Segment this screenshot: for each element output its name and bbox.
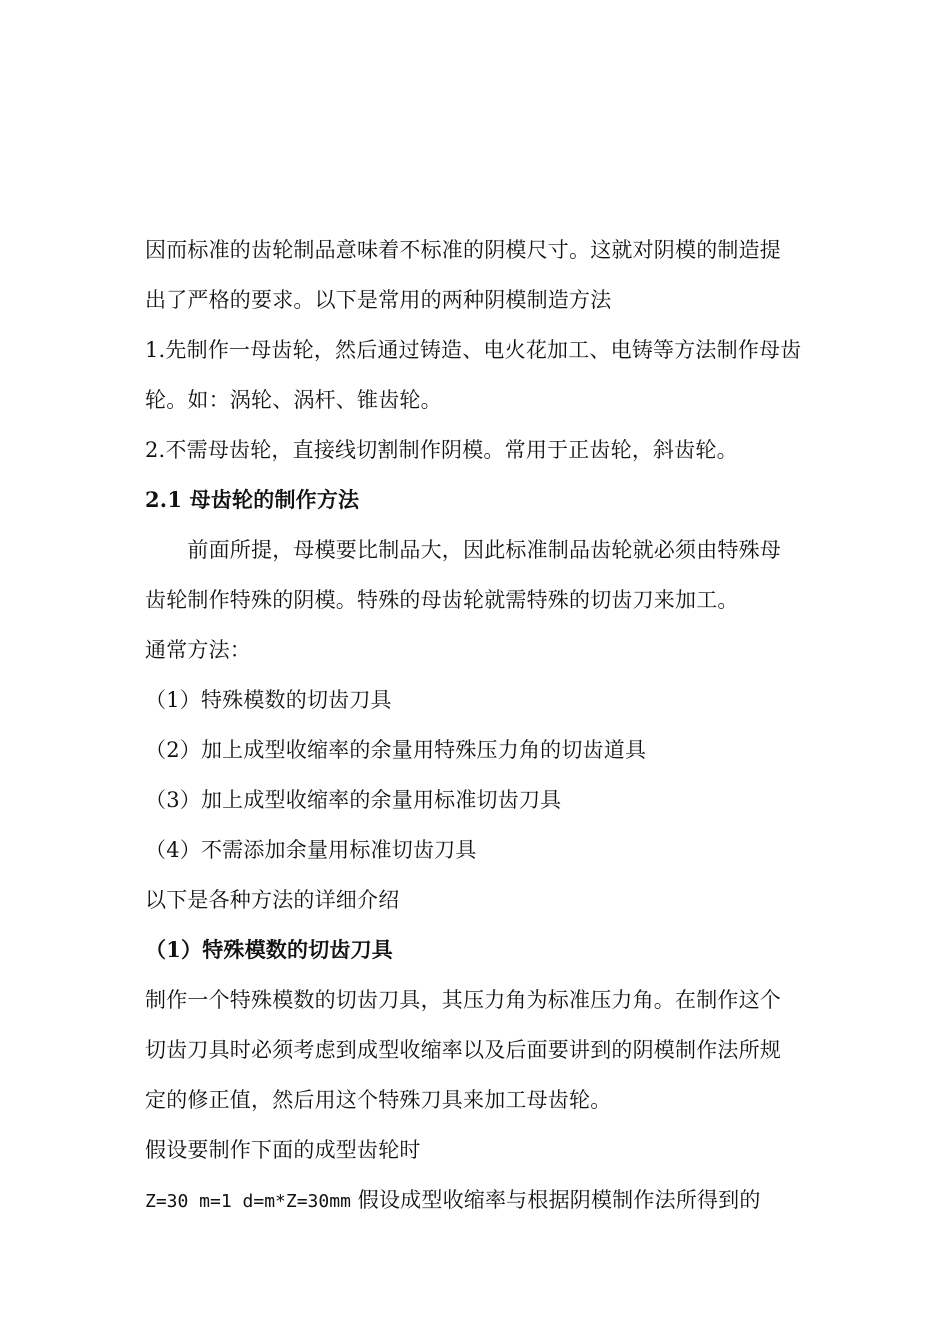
paragraph-line: 切齿刀具时必须考虑到成型收缩率以及后面要讲到的阴模制作法所规 [145,1038,781,1062]
list-item-2: 2.不需母齿轮，直接线切割制作阴模。常用于正齿轮，斜齿轮。 [145,438,738,462]
paragraph-line: 制作一个特殊模数的切齿刀具，其压力角为标准压力角。在制作这个 [145,988,781,1012]
method-item: （3）加上成型收缩率的余量用标准切齿刀具 [145,788,562,812]
paragraph-line: 出了严格的要求。以下是常用的两种阴模制造方法 [145,288,612,312]
method-item: （4）不需添加余量用标准切齿刀具 [145,838,477,862]
gear-formula: Z=30 m=1 d=m*Z=30mm [145,1191,351,1212]
method-item: （2）加上成型收缩率的余量用特殊压力角的切齿道具 [145,738,647,762]
paragraph-line: 以下是各种方法的详细介绍 [145,888,400,912]
formula-line [145,1186,845,1216]
paragraph-line: 假设要制作下面的成型齿轮时 [145,1138,421,1162]
paragraph-line: 齿轮制作特殊的阴模。特殊的母齿轮就需特殊的切齿刀来加工。 [145,588,739,612]
paragraph-line: 因而标准的齿轮制品意味着不标准的阴模尺寸。这就对阴模的制造提 [145,238,781,262]
section-heading: 2.1 母齿轮的制作方法 [145,487,360,512]
paragraph-line: 通常方法： [145,638,251,662]
list-item-1: 1.先制作一母齿轮，然后通过铸造、电火花加工、电铸等方法制作母齿 [145,338,802,362]
paragraph-line: 前面所提，母模要比制品大，因此标准制品齿轮就必须由特殊母 [145,538,781,562]
subsection-heading: （1）特殊模数的切齿刀具 [145,937,394,962]
paragraph-line: 轮。如：涡轮、涡杆、锥齿轮。 [145,388,442,412]
paragraph-line: 定的修正值，然后用这个特殊刀具来加工母齿轮。 [145,1088,612,1112]
method-item: （1）特殊模数的切齿刀具 [145,688,392,712]
formula-description: 假设成型收缩率与根据阴模制作法所得到的 [350,1188,761,1212]
